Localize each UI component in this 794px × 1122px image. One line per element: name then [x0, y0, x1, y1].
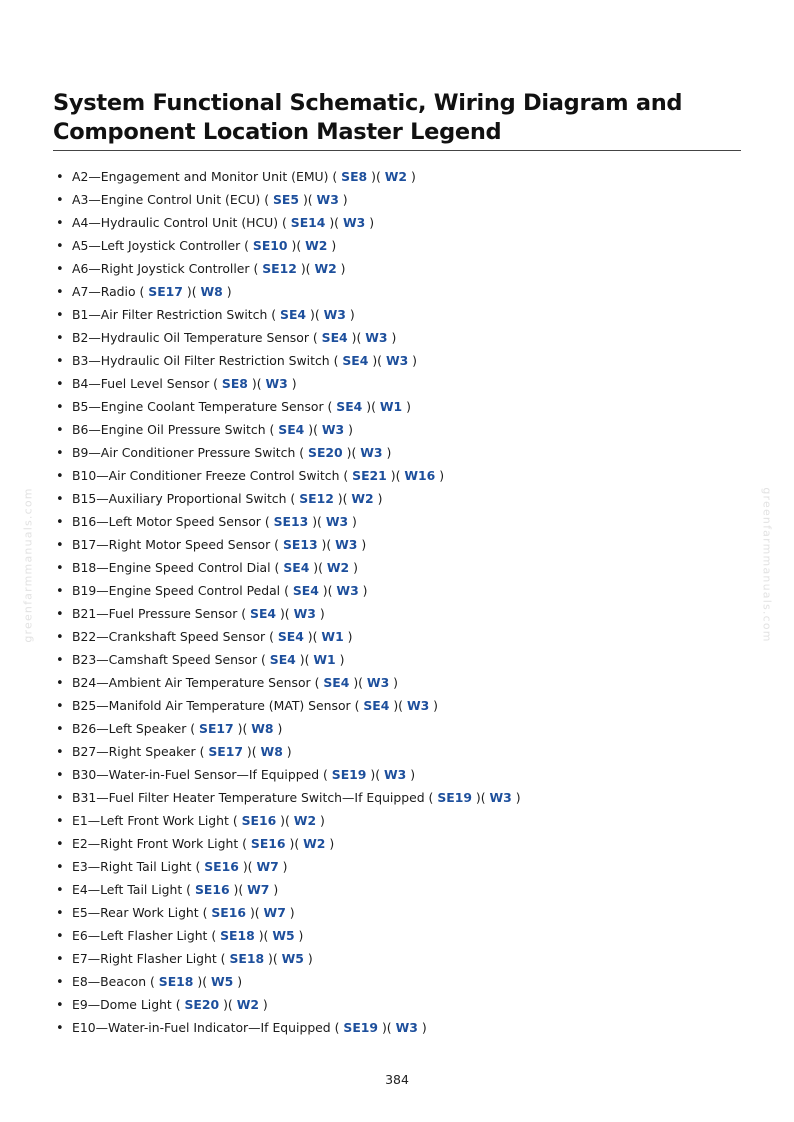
- legend-item-label: B6—Engine Oil Pressure Switch: [72, 422, 266, 437]
- schematic-ref-link[interactable]: SE4: [250, 606, 277, 621]
- legend-item: • B1—Air Filter Restriction Switch ( SE4 )( W3 ): [56, 303, 521, 326]
- legend-item: • B19—Engine Speed Control Pedal ( SE4 )( W3 ): [56, 579, 521, 602]
- legend-item: • B26—Left Speaker ( SE17 )( W8 ): [56, 717, 521, 740]
- legend-item-label: E3—Right Tail Light: [72, 859, 192, 874]
- schematic-ref-link[interactable]: SE14: [290, 215, 326, 230]
- wiring-ref-link[interactable]: W8: [251, 721, 274, 736]
- legend-item: • B25—Manifold Air Temperature (MAT) Sensor ( SE4 )( W3 ): [56, 694, 521, 717]
- legend-item: • E7—Right Flasher Light ( SE18 )( W5 ): [56, 947, 521, 970]
- schematic-ref-link[interactable]: SE4: [336, 399, 363, 414]
- bullet-icon: •: [56, 561, 64, 576]
- schematic-ref-link[interactable]: SE8: [221, 376, 248, 391]
- wiring-ref-link[interactable]: W3: [265, 376, 288, 391]
- schematic-ref-link[interactable]: SE19: [437, 790, 472, 805]
- legend-item: • B21—Fuel Pressure Sensor ( SE4 )( W3 ): [56, 602, 521, 625]
- wiring-ref-link[interactable]: W3: [366, 675, 390, 690]
- bullet-icon: •: [56, 492, 64, 507]
- schematic-ref-link[interactable]: SE20: [308, 445, 343, 460]
- bullet-icon: •: [56, 239, 64, 254]
- wiring-ref-link[interactable]: W2: [314, 261, 337, 276]
- bullet-icon: •: [56, 975, 64, 990]
- wiring-ref-link[interactable]: W2: [326, 560, 350, 575]
- legend-item: • B2—Hydraulic Oil Temperature Sensor ( SE4 )( W3 ): [56, 326, 521, 349]
- bullet-icon: •: [56, 446, 64, 461]
- bullet-icon: •: [56, 377, 64, 392]
- legend-item-label: E8—Beacon: [72, 974, 147, 989]
- legend-item: • E1—Left Front Work Light ( SE16 )( W2 ): [56, 809, 521, 832]
- bullet-icon: •: [56, 906, 64, 921]
- legend-item-label: A4—Hydraulic Control Unit (HCU): [72, 215, 279, 230]
- watermark-right: greenfarmmanuals.com: [760, 487, 774, 643]
- legend-item: • B6—Engine Oil Pressure Switch ( SE4 )( W3 ): [56, 418, 521, 441]
- schematic-ref-link[interactable]: SE4: [278, 422, 305, 437]
- legend-item-label: E2—Right Front Work Light: [72, 836, 239, 851]
- wiring-ref-link[interactable]: W7: [256, 859, 279, 874]
- legend-item: • E5—Rear Work Light ( SE16 )( W7 ): [56, 901, 521, 924]
- legend-item-label: B3—Hydraulic Oil Filter Restriction Switch: [72, 353, 330, 368]
- legend-item-label: E4—Left Tail Light: [72, 882, 183, 897]
- schematic-ref-link[interactable]: SE4: [342, 353, 369, 368]
- schematic-ref-link[interactable]: SE16: [204, 859, 239, 874]
- wiring-ref-link[interactable]: W3: [365, 330, 388, 345]
- legend-item-label: B16—Left Motor Speed Sensor: [72, 514, 261, 529]
- wiring-ref-link[interactable]: W3: [395, 1020, 418, 1035]
- schematic-ref-link[interactable]: SE16: [211, 905, 246, 920]
- wiring-ref-link[interactable]: W3: [489, 790, 512, 805]
- bullet-icon: •: [56, 285, 64, 300]
- legend-item-label: B23—Camshaft Speed Sensor: [72, 652, 258, 667]
- schematic-ref-link[interactable]: SE20: [184, 997, 220, 1012]
- schematic-ref-link[interactable]: SE17: [208, 744, 243, 759]
- wiring-ref-link[interactable]: W3: [321, 422, 345, 437]
- schematic-ref-link[interactable]: SE19: [343, 1020, 379, 1035]
- legend-item-label: B18—Engine Speed Control Dial: [72, 560, 271, 575]
- legend-item: • E4—Left Tail Light ( SE16 )( W7 ): [56, 878, 521, 901]
- wiring-ref-link[interactable]: W5: [210, 974, 234, 989]
- component-legend-list: [56, 165, 521, 1039]
- bullet-icon: •: [56, 768, 64, 783]
- schematic-ref-link[interactable]: SE18: [158, 974, 194, 989]
- legend-item-label: A2—Engagement and Monitor Unit (EMU): [72, 169, 329, 184]
- bullet-icon: •: [56, 998, 64, 1013]
- legend-item: • B27—Right Speaker ( SE17 )( W8 ): [56, 740, 521, 763]
- bullet-icon: •: [56, 860, 64, 875]
- bullet-icon: •: [56, 745, 64, 760]
- schematic-ref-link[interactable]: SE4: [280, 307, 307, 322]
- legend-item: • B24—Ambient Air Temperature Sensor ( SE4 )( W3 ): [56, 671, 521, 694]
- wiring-ref-link[interactable]: W2: [236, 997, 259, 1012]
- wiring-ref-link[interactable]: W2: [293, 813, 317, 828]
- bullet-icon: •: [56, 308, 64, 323]
- legend-item-label: B24—Ambient Air Temperature Sensor: [72, 675, 311, 690]
- legend-item: • A4—Hydraulic Control Unit (HCU) ( SE14 )( W3 ): [56, 211, 521, 234]
- legend-item-label: E9—Dome Light: [72, 997, 172, 1012]
- legend-item-label: A7—Radio: [72, 284, 136, 299]
- legend-item-label: B22—Crankshaft Speed Sensor: [72, 629, 266, 644]
- legend-item: • B23—Camshaft Speed Sensor ( SE4 )( W1 ): [56, 648, 521, 671]
- schematic-ref-link[interactable]: SE5: [272, 192, 299, 207]
- schematic-ref-link[interactable]: SE16: [250, 836, 286, 851]
- page-number: 384: [385, 1072, 409, 1087]
- bullet-icon: •: [56, 791, 64, 806]
- legend-item: • E8—Beacon ( SE18 )( W5 ): [56, 970, 521, 993]
- legend-item: • B31—Fuel Filter Heater Temperature Switch—If Equipped ( SE19 )( W3 ): [56, 786, 521, 809]
- wiring-ref-link[interactable]: W3: [293, 606, 316, 621]
- wiring-ref-link[interactable]: W3: [383, 767, 407, 782]
- bullet-icon: •: [56, 400, 64, 415]
- legend-item: • B5—Engine Coolant Temperature Sensor ( SE4 )( W1 ): [56, 395, 521, 418]
- legend-item-label: B1—Air Filter Restriction Switch: [72, 307, 268, 322]
- schematic-ref-link[interactable]: SE4: [292, 583, 319, 598]
- wiring-ref-link[interactable]: W7: [263, 905, 286, 920]
- legend-item-label: B27—Right Speaker: [72, 744, 196, 759]
- wiring-ref-link[interactable]: W5: [281, 951, 304, 966]
- schematic-ref-link[interactable]: SE13: [273, 514, 309, 529]
- bullet-icon: •: [56, 331, 64, 346]
- legend-item-label: A6—Right Joystick Controller: [72, 261, 250, 276]
- schematic-ref-link[interactable]: SE4: [363, 698, 390, 713]
- legend-item: • B10—Air Conditioner Freeze Control Switch ( SE21 )( W16 ): [56, 464, 521, 487]
- legend-item-label: B17—Right Motor Speed Sensor: [72, 537, 271, 552]
- legend-item-label: E7—Right Flasher Light: [72, 951, 217, 966]
- legend-item: • B4—Fuel Level Sensor ( SE8 )( W3 ): [56, 372, 521, 395]
- legend-item: • E9—Dome Light ( SE20 )( W2 ): [56, 993, 521, 1016]
- wiring-ref-link[interactable]: W3: [325, 514, 349, 529]
- bullet-icon: •: [56, 584, 64, 599]
- legend-item: • E3—Right Tail Light ( SE16 )( W7 ): [56, 855, 521, 878]
- legend-item: • B22—Crankshaft Speed Sensor ( SE4 )( W1 ): [56, 625, 521, 648]
- legend-item-label: E1—Left Front Work Light: [72, 813, 229, 828]
- legend-item: • A2—Engagement and Monitor Unit (EMU) ( SE8 )( W2 ): [56, 165, 521, 188]
- legend-item: • A7—Radio ( SE17 )( W8 ): [56, 280, 521, 303]
- wiring-ref-link[interactable]: W8: [260, 744, 283, 759]
- legend-item-label: B26—Left Speaker: [72, 721, 187, 736]
- legend-item-label: A5—Left Joystick Controller: [72, 238, 241, 253]
- schematic-ref-link[interactable]: SE21: [352, 468, 387, 483]
- legend-item-label: B25—Manifold Air Temperature (MAT) Sensor: [72, 698, 351, 713]
- legend-item: • B18—Engine Speed Control Dial ( SE4 )( W2 ): [56, 556, 521, 579]
- wiring-ref-link[interactable]: W7: [247, 882, 270, 897]
- bullet-icon: •: [56, 630, 64, 645]
- bullet-icon: •: [56, 952, 64, 967]
- schematic-ref-link[interactable]: SE4: [277, 629, 304, 644]
- schematic-ref-link[interactable]: SE4: [269, 652, 296, 667]
- page-title-line-1: System Functional Schematic, Wiring Diagram and: [53, 90, 683, 116]
- schematic-ref-link[interactable]: SE19: [331, 767, 367, 782]
- schematic-ref-link[interactable]: SE4: [321, 330, 348, 345]
- schematic-ref-link[interactable]: SE18: [220, 928, 255, 943]
- bullet-icon: •: [56, 607, 64, 622]
- legend-item-label: A3—Engine Control Unit (ECU): [72, 192, 261, 207]
- wiring-ref-link[interactable]: W3: [335, 537, 358, 552]
- wiring-ref-link[interactable]: W2: [303, 836, 326, 851]
- legend-item-label: B15—Auxiliary Proportional Switch: [72, 491, 287, 506]
- legend-item-label: E6—Left Flasher Light: [72, 928, 208, 943]
- legend-item-label: B10—Air Conditioner Freeze Control Switch: [72, 468, 340, 483]
- wiring-ref-link[interactable]: W3: [316, 192, 339, 207]
- bullet-icon: •: [56, 354, 64, 369]
- bullet-icon: •: [56, 837, 64, 852]
- schematic-ref-link[interactable]: SE12: [262, 261, 297, 276]
- watermark-left: greenfarmmanuals.com: [21, 487, 35, 643]
- schematic-ref-link[interactable]: SE13: [282, 537, 318, 552]
- bullet-icon: •: [56, 262, 64, 277]
- bullet-icon: •: [56, 538, 64, 553]
- legend-item: • A5—Left Joystick Controller ( SE10 )( W2 ): [56, 234, 521, 257]
- legend-item: • E2—Right Front Work Light ( SE16 )( W2 ): [56, 832, 521, 855]
- bullet-icon: •: [56, 170, 64, 185]
- bullet-icon: •: [56, 676, 64, 691]
- page-title-line-2: Component Location Master Legend: [53, 119, 502, 145]
- schematic-ref-link[interactable]: SE4: [323, 675, 350, 690]
- schematic-ref-link[interactable]: SE16: [194, 882, 230, 897]
- wiring-ref-link[interactable]: W2: [305, 238, 328, 253]
- wiring-ref-link[interactable]: W3: [323, 307, 346, 322]
- legend-item-label: B4—Fuel Level Sensor: [72, 376, 210, 391]
- legend-item: • B9—Air Conditioner Pressure Switch ( SE20 )( W3 ): [56, 441, 521, 464]
- legend-item-label: B5—Engine Coolant Temperature Sensor: [72, 399, 324, 414]
- bullet-icon: •: [56, 653, 64, 668]
- schematic-ref-link[interactable]: SE18: [229, 951, 265, 966]
- bullet-icon: •: [56, 515, 64, 530]
- wiring-ref-link[interactable]: W3: [360, 445, 383, 460]
- legend-item-label: B31—Fuel Filter Heater Temperature Switch—If Equipped: [72, 790, 425, 805]
- title-divider: [53, 150, 741, 151]
- bullet-icon: •: [56, 423, 64, 438]
- schematic-ref-link[interactable]: SE17: [148, 284, 183, 299]
- legend-item-label: E5—Rear Work Light: [72, 905, 199, 920]
- wiring-ref-link[interactable]: W3: [406, 698, 430, 713]
- legend-item: • B16—Left Motor Speed Sensor ( SE13 )( W3 ): [56, 510, 521, 533]
- schematic-ref-link[interactable]: SE8: [341, 169, 368, 184]
- bullet-icon: •: [56, 699, 64, 714]
- wiring-ref-link[interactable]: W5: [272, 928, 295, 943]
- schematic-ref-link[interactable]: SE10: [252, 238, 288, 253]
- bullet-icon: •: [56, 883, 64, 898]
- wiring-ref-link[interactable]: W1: [379, 399, 403, 414]
- legend-item-label: E10—Water-in-Fuel Indicator—If Equipped: [72, 1020, 331, 1035]
- bullet-icon: •: [56, 216, 64, 231]
- schematic-ref-link[interactable]: SE4: [283, 560, 310, 575]
- page-title: [53, 89, 743, 147]
- wiring-ref-link[interactable]: W3: [342, 215, 366, 230]
- legend-item-label: B2—Hydraulic Oil Temperature Sensor: [72, 330, 309, 345]
- schematic-ref-link[interactable]: SE16: [241, 813, 277, 828]
- legend-item-label: B21—Fuel Pressure Sensor: [72, 606, 238, 621]
- bullet-icon: •: [56, 1021, 64, 1036]
- legend-item: • A6—Right Joystick Controller ( SE12 )( W2 ): [56, 257, 521, 280]
- legend-item: • B3—Hydraulic Oil Filter Restriction Switch ( SE4 )( W3 ): [56, 349, 521, 372]
- legend-item-label: B9—Air Conditioner Pressure Switch: [72, 445, 296, 460]
- wiring-ref-link[interactable]: W1: [313, 652, 336, 667]
- legend-item: • A3—Engine Control Unit (ECU) ( SE5 )( W3 ): [56, 188, 521, 211]
- legend-item-label: B30—Water-in-Fuel Sensor—If Equipped: [72, 767, 320, 782]
- wiring-ref-link[interactable]: W2: [351, 491, 374, 506]
- legend-item: • E10—Water-in-Fuel Indicator—If Equipped ( SE19 )( W3 ): [56, 1016, 521, 1039]
- wiring-ref-link[interactable]: W8: [200, 284, 223, 299]
- wiring-ref-link[interactable]: W1: [321, 629, 344, 644]
- schematic-ref-link[interactable]: SE12: [299, 491, 334, 506]
- bullet-icon: •: [56, 814, 64, 829]
- wiring-ref-link[interactable]: W3: [336, 583, 359, 598]
- bullet-icon: •: [56, 193, 64, 208]
- legend-item-label: B19—Engine Speed Control Pedal: [72, 583, 281, 598]
- wiring-ref-link[interactable]: W3: [385, 353, 409, 368]
- legend-item: • E6—Left Flasher Light ( SE18 )( W5 ): [56, 924, 521, 947]
- bullet-icon: •: [56, 469, 64, 484]
- bullet-icon: •: [56, 929, 64, 944]
- legend-item: • B17—Right Motor Speed Sensor ( SE13 )( W3 ): [56, 533, 521, 556]
- legend-item: • B30—Water-in-Fuel Sensor—If Equipped ( SE19 )( W3 ): [56, 763, 521, 786]
- legend-item: • B15—Auxiliary Proportional Switch ( SE12 )( W2 ): [56, 487, 521, 510]
- wiring-ref-link[interactable]: W2: [384, 169, 408, 184]
- bullet-icon: •: [56, 722, 64, 737]
- wiring-ref-link[interactable]: W16: [404, 468, 436, 483]
- schematic-ref-link[interactable]: SE17: [199, 721, 234, 736]
